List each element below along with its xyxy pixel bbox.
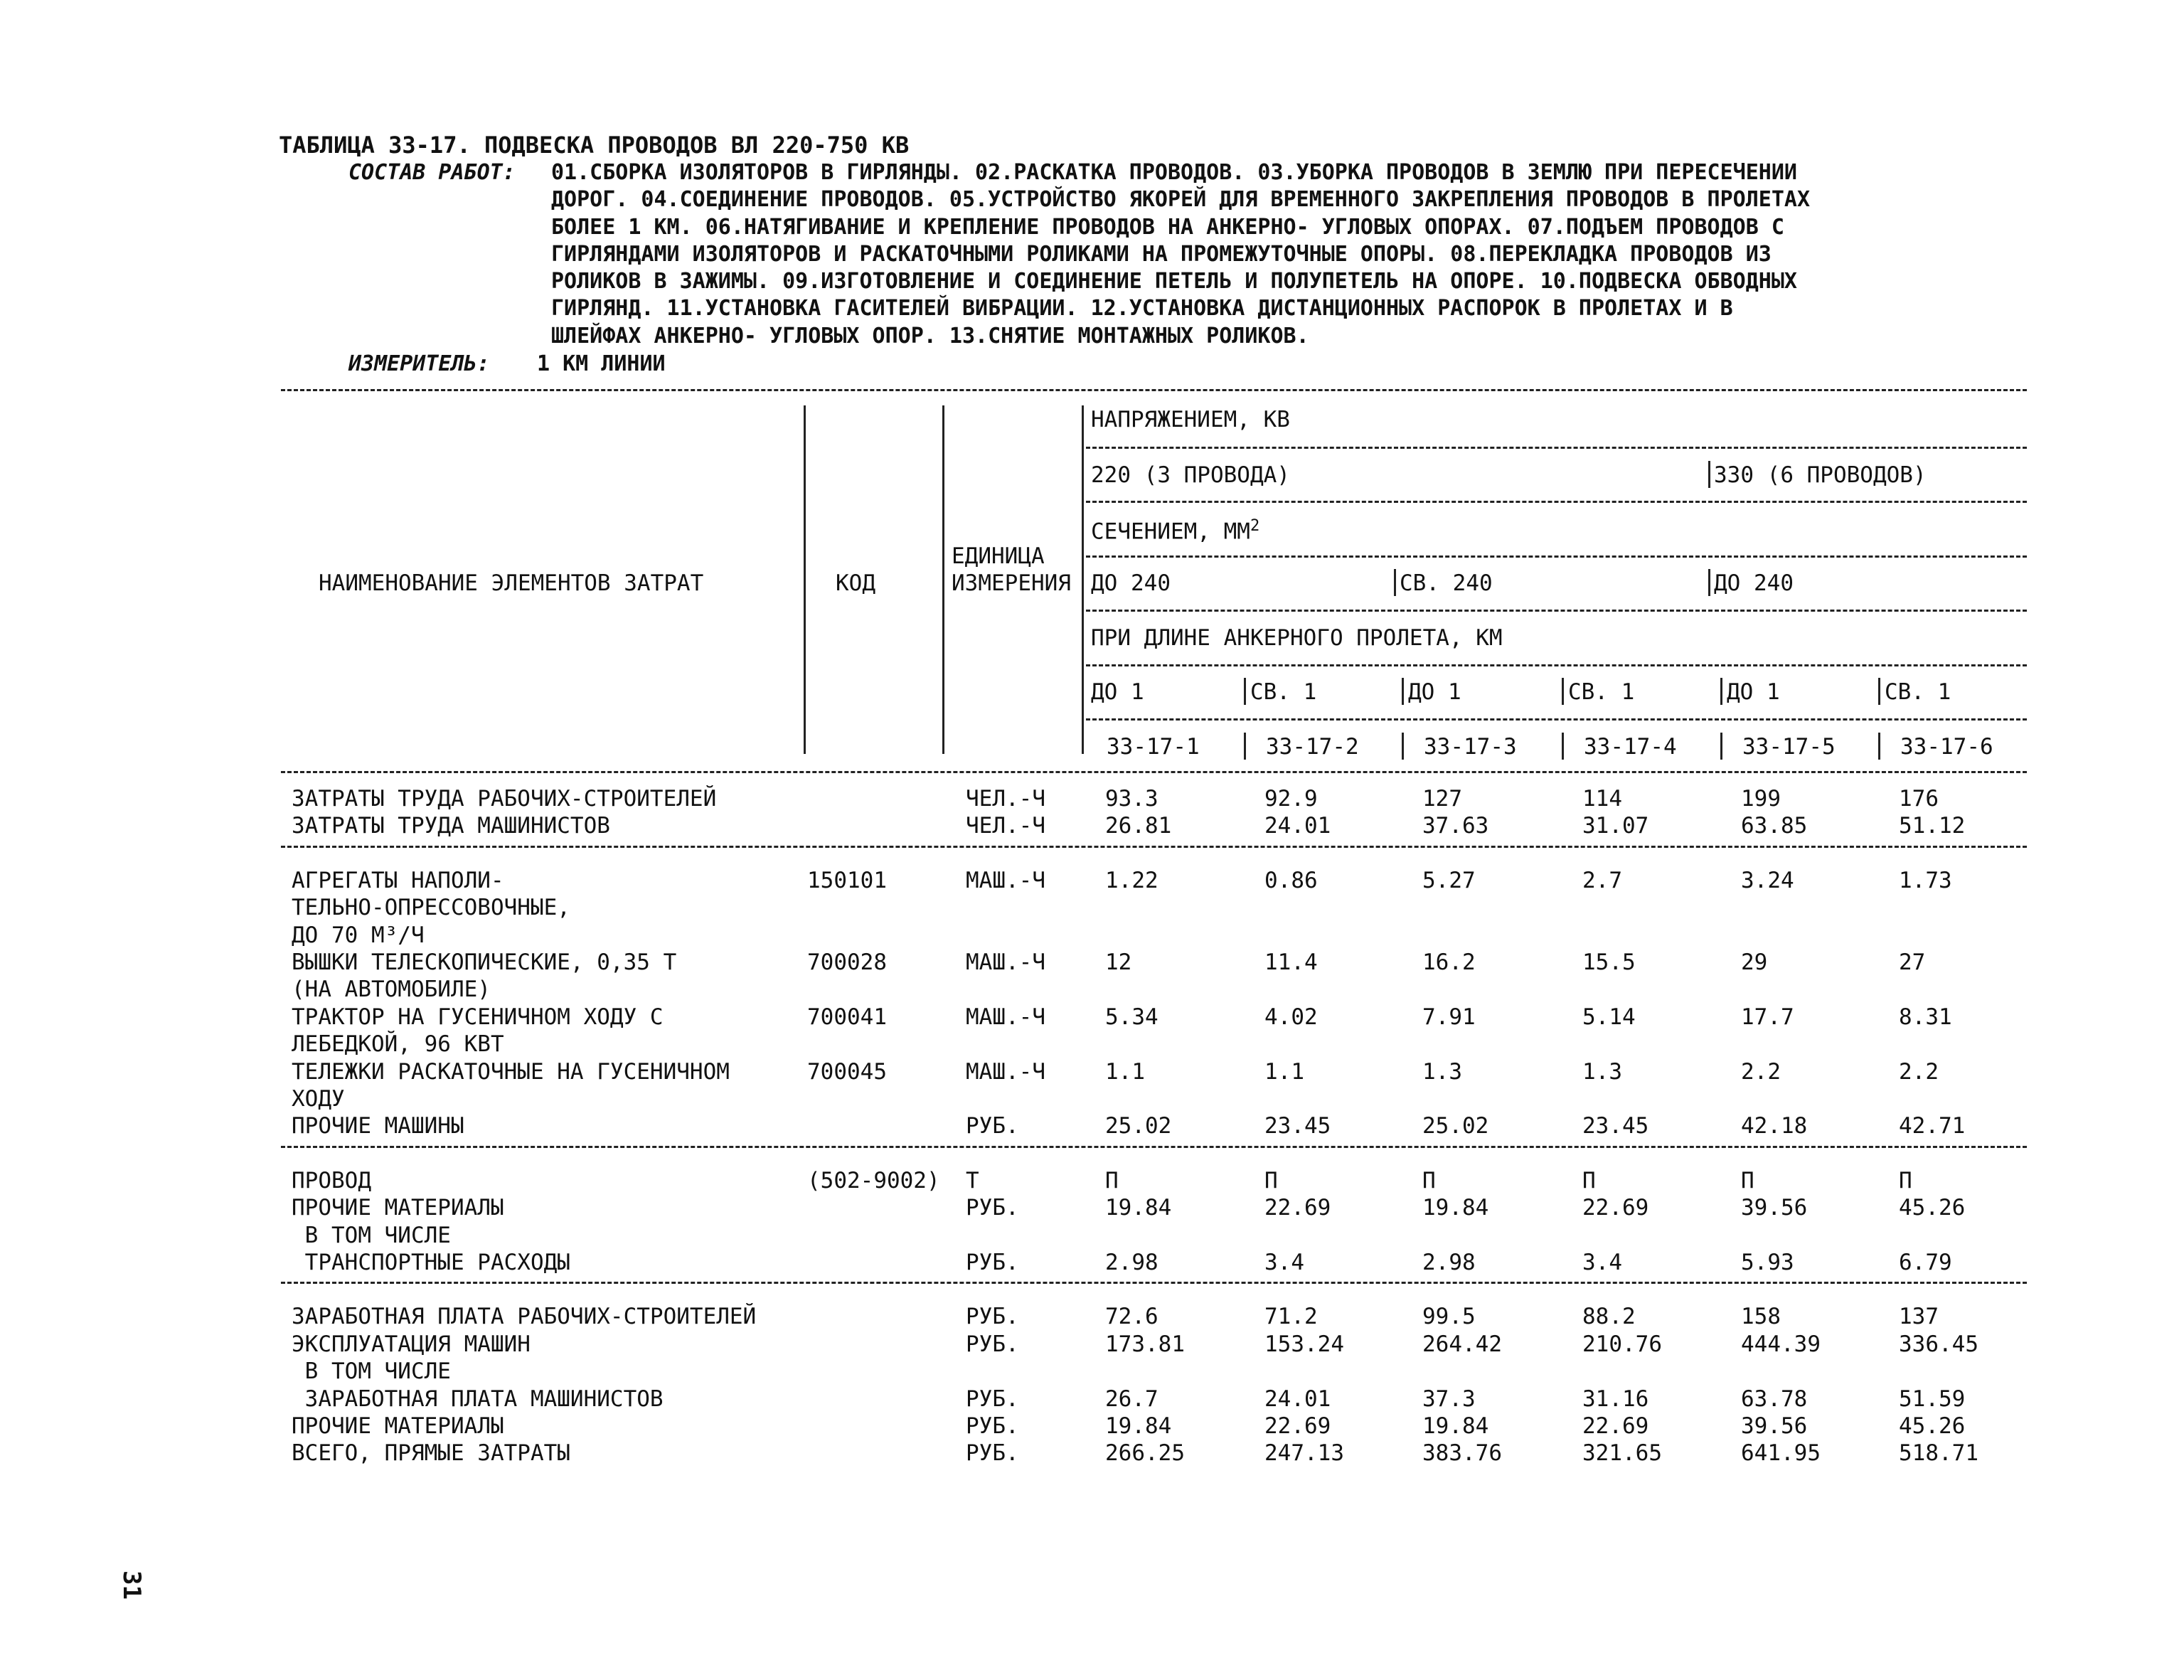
composition-text [551, 159, 1810, 350]
row-value: 383.76 [1422, 1440, 1502, 1467]
row-value: 29 [1741, 950, 1768, 975]
row-value: 2.7 [1582, 867, 1622, 893]
row-value: 5.27 [1422, 867, 1476, 893]
header-code-label: 33-17-4 [1584, 734, 1677, 760]
composition-line: ШЛЕЙФАХ АНКЕРНО- УГЛОВЫХ ОПОР. 13.СНЯТИЕ МОНТАЖНЫХ РОЛИКОВ. [551, 323, 1309, 349]
row-value: 5.93 [1741, 1250, 1794, 1275]
header-code-col: КОД [836, 570, 875, 596]
row-value: 5.34 [1105, 1004, 1158, 1030]
row-value: 23.45 [1582, 1113, 1649, 1139]
row-value: 37.3 [1422, 1386, 1476, 1412]
row-value: 51.12 [1899, 813, 1966, 839]
row-value: 12 [1105, 950, 1132, 975]
row-unit: МАШ.-Ч [966, 1004, 1045, 1030]
row-name: В ТОМ ЧИСЛЕ [292, 1222, 451, 1248]
header-divider-h5 [1086, 664, 2027, 666]
header-code-label: 33-17-5 [1742, 734, 1836, 760]
row-value: 247.13 [1264, 1440, 1344, 1467]
header-divider-3 [1082, 405, 1084, 754]
header-span-divider [1244, 678, 1246, 705]
row-value: 26.81 [1105, 813, 1172, 839]
header-span-label: СВ. 1 [1568, 679, 1635, 705]
header-code-label: 33-17-2 [1266, 734, 1359, 760]
header-span-label: СВ. 1 [1885, 679, 1951, 705]
row-value: 210.76 [1582, 1331, 1662, 1357]
header-span-divider [1562, 678, 1564, 705]
row-value: 158 [1741, 1304, 1781, 1330]
row-unit: ЧЕЛ.-Ч [966, 813, 1045, 839]
row-name: АГРЕГАТЫ НАПОЛИ- [292, 867, 504, 893]
header-section-text: СЕЧЕНИЕМ, ММ [1091, 519, 1250, 545]
measure-label: ИЗМЕРИТЕЛЬ: [348, 351, 490, 376]
row-divider [281, 846, 2027, 848]
header-divider-h3 [1086, 555, 2027, 558]
row-value: 2.98 [1105, 1250, 1158, 1275]
row-unit: РУБ. [966, 1331, 1019, 1357]
row-value: 3.4 [1582, 1250, 1622, 1275]
row-name: ЗАТРАТЫ ТРУДА МАШИНИСТОВ [292, 813, 610, 839]
header-section [1091, 519, 1259, 543]
row-value: 42.18 [1741, 1113, 1808, 1139]
row-value: 25.02 [1105, 1113, 1172, 1139]
row-value: 0.86 [1264, 867, 1318, 893]
row-unit: РУБ. [966, 1113, 1019, 1139]
table-title: ТАБЛИЦА 33-17. ПОДВЕСКА ПРОВОДОВ ВЛ 220-750 КВ [279, 132, 910, 159]
row-value: 19.84 [1422, 1413, 1489, 1439]
row-unit: РУБ. [966, 1304, 1019, 1330]
composition-line: ГИРЛЯНДАМИ ИЗОЛЯТОРОВ И РАСКАТОЧНЫМИ РОЛИКАМИ НА ПРОМЕЖУТОЧНЫЕ ОПОРЫ. 08.ПЕРЕКЛАДКА ПРОВОДОВ ИЗ [551, 241, 1772, 267]
row-value: 1.1 [1105, 1058, 1145, 1085]
row-name: ПРОЧИЕ МАТЕРИАЛЫ [292, 1413, 504, 1439]
row-value: 176 [1899, 786, 1939, 812]
row-value: 16.2 [1422, 950, 1476, 975]
row-value: 22.69 [1264, 1195, 1331, 1221]
row-name: ПРОЧИЕ МАШИНЫ [292, 1113, 464, 1139]
row-value: 137 [1899, 1304, 1939, 1330]
row-name: ВЫШКИ ТЕЛЕСКОПИЧЕСКИЕ, 0,35 Т [292, 950, 677, 975]
header-divider-h4 [1086, 610, 2027, 612]
row-value: 45.26 [1899, 1413, 1966, 1439]
header-code-divider [1402, 733, 1404, 760]
header-span-divider [1720, 678, 1722, 705]
row-value: 22.69 [1264, 1413, 1331, 1439]
row-code: (502-9002) [807, 1167, 940, 1193]
header-code-label: 33-17-6 [1900, 734, 1993, 760]
row-value: 51.59 [1899, 1386, 1966, 1412]
header-code-divider [1720, 733, 1722, 760]
row-value: 11.4 [1264, 950, 1318, 975]
row-value: 153.24 [1264, 1331, 1344, 1357]
row-value: 5.14 [1582, 1004, 1636, 1030]
composition-line: РОЛИКОВ В ЗАЖИМЫ. 09.ИЗГОТОВЛЕНИЕ И СОЕДИНЕНИЕ ПЕТЕЛЬ И ПОЛУПЕТЕЛЬ НА ОПОРЕ. 10.ПОДВЕСКА ОБВОДНЫХ [551, 269, 1797, 294]
header-span-divider [1878, 678, 1880, 705]
row-unit: РУБ. [966, 1250, 1019, 1275]
row-value: 25.02 [1422, 1113, 1489, 1139]
row-value: 264.42 [1422, 1331, 1502, 1357]
row-value: 321.65 [1582, 1440, 1662, 1467]
row-value: 63.85 [1741, 813, 1808, 839]
header-span-label: СВ. 1 [1250, 679, 1317, 705]
row-name: ПРОЧИЕ МАТЕРИАЛЫ [292, 1195, 504, 1221]
top-divider [281, 389, 2027, 391]
header-span-divider [1402, 678, 1404, 705]
row-unit: МАШ.-Ч [966, 950, 1045, 975]
row-value: 23.45 [1264, 1113, 1331, 1139]
header-code-label: 33-17-3 [1424, 734, 1517, 760]
row-value: 22.69 [1582, 1195, 1649, 1221]
row-name: ТЕЛЕЖКИ РАСКАТОЧНЫЕ НА ГУСЕНИЧНОМ [292, 1058, 730, 1085]
row-value: П [1741, 1167, 1754, 1193]
row-name: ДО 70 М³/Ч [292, 922, 425, 948]
row-value: П [1582, 1167, 1596, 1193]
row-value: 1.1 [1264, 1058, 1304, 1085]
row-value: 15.5 [1582, 950, 1636, 975]
row-unit: РУБ. [966, 1195, 1019, 1221]
measure-value: 1 КМ ЛИНИИ [537, 351, 666, 376]
row-value: 39.56 [1741, 1195, 1808, 1221]
header-section-sup: 2 [1250, 517, 1260, 535]
header-divider-2 [942, 405, 944, 754]
header-span-label: ДО 1 [1408, 679, 1461, 705]
row-value: 24.01 [1264, 813, 1331, 839]
row-name: ЗАТРАТЫ ТРУДА РАБОЧИХ-СТРОИТЕЛЕЙ [292, 786, 717, 812]
row-name: ЗАРАБОТНАЯ ПЛАТА РАБОЧИХ-СТРОИТЕЛЕЙ [292, 1304, 757, 1330]
row-value: 6.79 [1899, 1250, 1952, 1275]
row-value: 99.5 [1422, 1304, 1476, 1330]
row-value: 19.84 [1105, 1413, 1172, 1439]
row-value: 17.7 [1741, 1004, 1794, 1030]
row-value: 641.95 [1741, 1440, 1821, 1467]
row-code: 700041 [807, 1004, 887, 1030]
header-sec-divider-1 [1394, 569, 1396, 596]
row-unit: МАШ.-Ч [966, 867, 1045, 893]
row-value: 3.4 [1264, 1250, 1304, 1275]
header-v330: 330 (6 ПРОВОДОВ) [1714, 462, 1927, 488]
header-divider-h1 [1086, 447, 2027, 449]
composition-line: БОЛЕЕ 1 КМ. 06.НАТЯГИВАНИЕ И КРЕПЛЕНИЕ ПРОВОДОВ НА АНКЕРНО- УГЛОВЫХ ОПОРАХ. 07.ПОДЪЕМ ПРОВОДОВ С [551, 214, 1784, 240]
row-value: 127 [1422, 786, 1462, 812]
row-unit: РУБ. [966, 1440, 1019, 1467]
row-name: ЛЕБЕДКОЙ, 96 КВТ [292, 1031, 504, 1058]
row-value: 24.01 [1264, 1386, 1331, 1412]
row-unit: РУБ. [966, 1386, 1019, 1412]
row-value: 88.2 [1582, 1304, 1636, 1330]
header-code-divider [1244, 733, 1246, 760]
row-value: 19.84 [1105, 1195, 1172, 1221]
row-name: ХОДУ [292, 1086, 345, 1112]
row-value: 72.6 [1105, 1304, 1158, 1330]
row-value: 27 [1899, 950, 1926, 975]
row-value: 114 [1582, 786, 1622, 812]
row-value: 1.22 [1105, 867, 1158, 893]
row-unit: РУБ. [966, 1413, 1019, 1439]
row-value: 63.78 [1741, 1386, 1808, 1412]
header-code-divider [1562, 733, 1564, 760]
row-value: 3.24 [1741, 867, 1794, 893]
header-code-label: 33-17-1 [1107, 734, 1200, 760]
header-span-label: ДО 1 [1091, 679, 1144, 705]
row-divider [281, 1146, 2027, 1148]
page-number: 31 [117, 1570, 146, 1600]
row-name: ТЕЛЬНО-ОПРЕССОВОЧНЫЕ, [292, 895, 570, 921]
row-value: 199 [1741, 786, 1781, 812]
row-name: ВСЕГО, ПРЯМЫЕ ЗАТРАТЫ [292, 1440, 570, 1467]
row-unit: МАШ.-Ч [966, 1058, 1045, 1085]
header-voltage: НАПРЯЖЕНИЕМ, КВ [1091, 407, 1290, 432]
row-value: 1.3 [1582, 1058, 1622, 1085]
row-code: 700028 [807, 950, 887, 975]
composition-line: ГИРЛЯНД. 11.УСТАНОВКА ГАСИТЕЛЕЙ ВИБРАЦИИ. 12.УСТАНОВКА ДИСТАНЦИОННЫХ РАСПОРОК В ПРОЛЕТАХ И В [551, 296, 1733, 321]
row-value: 7.91 [1422, 1004, 1476, 1030]
row-value: 2.2 [1741, 1058, 1781, 1085]
row-name: (НА АВТОМОБИЛЕ) [292, 977, 491, 1003]
row-value: 1.73 [1899, 867, 1952, 893]
row-value: 26.7 [1105, 1386, 1158, 1412]
row-value: 173.81 [1105, 1331, 1185, 1357]
row-value: 45.26 [1899, 1195, 1966, 1221]
header-unit-col-1: ЕДИНИЦА [952, 543, 1045, 569]
row-name: ТРАНСПОРТНЫЕ РАСХОДЫ [292, 1250, 570, 1275]
header-sec-divider-2 [1708, 569, 1710, 596]
row-name: В ТОМ ЧИСЛЕ [292, 1359, 451, 1385]
row-value: 71.2 [1264, 1304, 1318, 1330]
row-value: 37.63 [1422, 813, 1489, 839]
header-code-divider [1878, 733, 1880, 760]
row-code: 700045 [807, 1058, 887, 1085]
row-value: 518.71 [1899, 1440, 1978, 1467]
row-value: 92.9 [1264, 786, 1318, 812]
row-value: 93.3 [1105, 786, 1158, 812]
row-value: 444.39 [1741, 1331, 1821, 1357]
header-divider-1 [804, 405, 806, 754]
row-value: 2.98 [1422, 1250, 1476, 1275]
row-value: 1.3 [1422, 1058, 1462, 1085]
row-value: П [1105, 1167, 1119, 1193]
row-divider [281, 771, 2027, 773]
header-v220: 220 (3 ПРОВОДА) [1091, 462, 1290, 488]
header-sec-sv240: СВ. 240 [1400, 570, 1493, 596]
row-value: 42.71 [1899, 1113, 1966, 1139]
row-value: 19.84 [1422, 1195, 1489, 1221]
row-value: 39.56 [1741, 1413, 1808, 1439]
row-value: 31.07 [1582, 813, 1649, 839]
row-value: 266.25 [1105, 1440, 1185, 1467]
row-value: П [1264, 1167, 1278, 1193]
header-name-col: НАИМЕНОВАНИЕ ЭЛЕМЕНТОВ ЗАТРАТ [319, 570, 704, 596]
header-span: ПРИ ДЛИНЕ АНКЕРНОГО ПРОЛЕТА, КМ [1091, 625, 1503, 651]
row-value: 2.2 [1899, 1058, 1939, 1085]
composition-label: СОСТАВ РАБОТ: [348, 160, 516, 185]
header-v330-divider [1708, 461, 1710, 488]
header-divider-h2 [1086, 501, 2027, 503]
composition-line: 01.СБОРКА ИЗОЛЯТОРОВ В ГИРЛЯНДЫ. 02.РАСКАТКА ПРОВОДОВ. 03.УБОРКА ПРОВОДОВ В ЗЕМЛЮ ПРИ ПЕРЕСЕЧЕНИИ [551, 160, 1797, 185]
row-value: 8.31 [1899, 1004, 1952, 1030]
row-value: 31.16 [1582, 1386, 1649, 1412]
row-value: 4.02 [1264, 1004, 1318, 1030]
header-sec-do240-a: ДО 240 [1091, 570, 1171, 596]
row-value: 22.69 [1582, 1413, 1649, 1439]
header-unit-col-2: ИЗМЕРЕНИЯ [952, 570, 1071, 596]
row-value: 336.45 [1899, 1331, 1978, 1357]
row-value: П [1422, 1167, 1436, 1193]
row-unit: Т [966, 1167, 979, 1193]
row-value: П [1899, 1167, 1912, 1193]
composition-line: ДОРОГ. 04.СОЕДИНЕНИЕ ПРОВОДОВ. 05.УСТРОЙСТВО ЯКОРЕЙ ДЛЯ ВРЕМЕННОГО ЗАКРЕПЛЕНИЯ ПРОВОДОВ В ПРОЛЕТАХ [551, 187, 1811, 213]
row-code: 150101 [807, 867, 887, 893]
row-unit: ЧЕЛ.-Ч [966, 786, 1045, 812]
header-span-label: ДО 1 [1727, 679, 1780, 705]
row-divider [281, 1282, 2027, 1284]
row-name: ЗАРАБОТНАЯ ПЛАТА МАШИНИСТОВ [292, 1386, 664, 1412]
row-name: ЭКСПЛУАТАЦИЯ МАШИН [292, 1331, 531, 1357]
row-name: ТРАКТОР НА ГУСЕНИЧНОМ ХОДУ С [292, 1004, 664, 1030]
row-name: ПРОВОД [292, 1167, 371, 1193]
header-sec-do240-b: ДО 240 [1714, 570, 1794, 596]
header-divider-h6 [1086, 718, 2027, 721]
